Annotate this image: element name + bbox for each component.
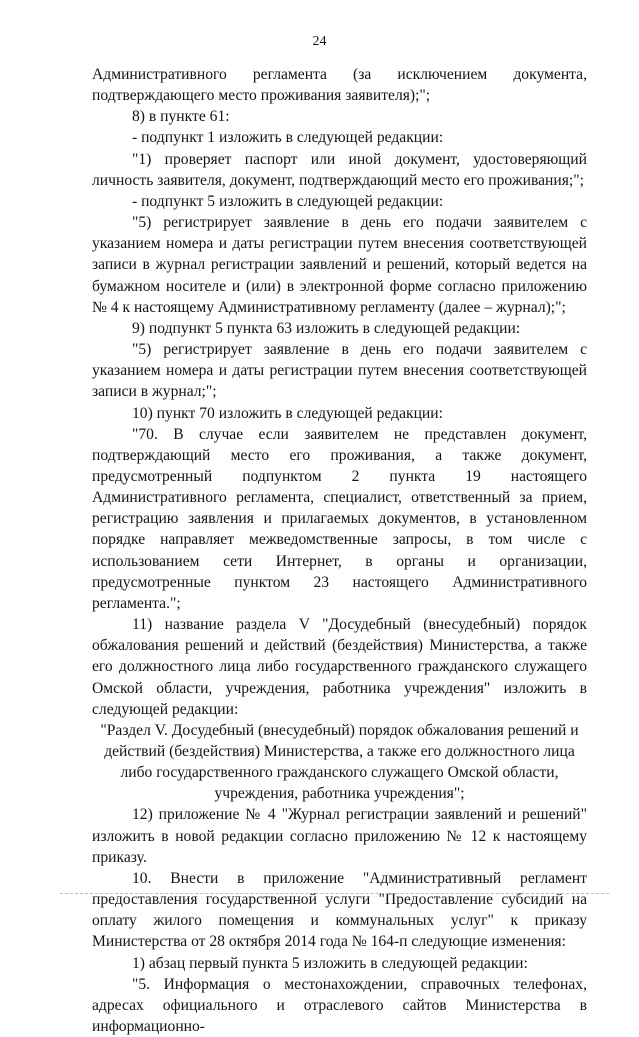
paragraph-point-10: 10. Внести в приложение "Административный регламент предоставления государственной услуги "Предоставление субсидий на оплату жилого помещения и коммунальных услуг" к приказу Министерства от 28 октября 2014 года № 164-п следующие изменения: xyxy=(92,869,587,951)
section-v-title: "Раздел V. Досудебный (внесудебный) порядок обжалования решений и действий (бездействия) Министерства, а также его должностного лица либо государственного гражданского служащего Омской области, учреждения, работника учреждения"; xyxy=(100,721,579,803)
scan-bottom-edge xyxy=(60,893,609,894)
paragraph-item-12: 12) приложение № 4 "Журнал регистрации заявлений и решений" изложить в новой редакции согласно приложению № 12 к настоящему приказу. xyxy=(92,806,587,866)
paragraph-subitem-5-text: "5) регистрирует заявление в день его подачи заявителем с указанием номера и даты регистрации путем внесения соответствующей записи в журнал регистрации заявлений и решений, который ведется на бумажном носителе и (или) в электронной форме согласно приложению № 4 к настоящему Административному регламенту (далее – журнал);"; xyxy=(92,214,587,316)
paragraph-point-5-text: "5. Информация о местонахождении, справочных телефонах, адресах официального и отраслевого сайтов Министерства в информационно- xyxy=(92,975,587,1036)
paragraph-subitem-5-heading: - подпункт 5 изложить в следующей редакции: xyxy=(132,192,444,210)
paragraph-point-70-text: "70. В случае если заявителем не представлен документ, подтверждающий место его проживания, а также документ, предусмотренный подпунктом 2 пункта 19 настоящего Административного регламента, специалист, ответственный за прием, регистрацию заявления и прилагаемых документов, в установленном порядке направляет межведомственные запросы, в том числе с использованием сети Интернет, в органы и организации, предусмотренные пунктом 23 настоящего Административного регламента."; xyxy=(92,425,587,612)
paragraph-item-9: 9) подпункт 5 пункта 63 изложить в следующей редакции: xyxy=(132,319,521,337)
paragraph-item-11: 11) название раздела V "Досудебный (внесудебный) порядок обжалования решений и действий (бездействия) Министерства, а также его должностного лица либо государственного гражданского служащего Омской области, учреждения, работника учреждения" изложить в следующей редакции: xyxy=(92,616,587,718)
paragraph-item-10: 10) пункт 70 изложить в следующей редакции: xyxy=(132,404,443,422)
paragraph-item-9-text: "5) регистрирует заявление в день его подачи заявителем с указанием номера и даты регистрации путем внесения соответствующей записи в журнал;"; xyxy=(92,341,587,401)
paragraph-subitem-1-heading: - подпункт 1 изложить в следующей редакции: xyxy=(132,129,444,147)
paragraph-point-10-item-1: 1) абзац первый пункта 5 изложить в следующей редакции: xyxy=(132,954,528,972)
paragraph-continuation: Административного регламента (за исключением документа, подтверждающего место проживания заявителя);"; xyxy=(92,66,587,105)
page-number: 24 xyxy=(312,34,327,49)
paragraph-subitem-1-text: "1) проверяет паспорт или иной документ, удостоверяющий личность заявителя, документ, подтверждающий место его проживания;"; xyxy=(92,150,587,189)
paragraph-item-8: 8) в пункте 61: xyxy=(132,108,230,126)
document-body xyxy=(92,64,587,1037)
